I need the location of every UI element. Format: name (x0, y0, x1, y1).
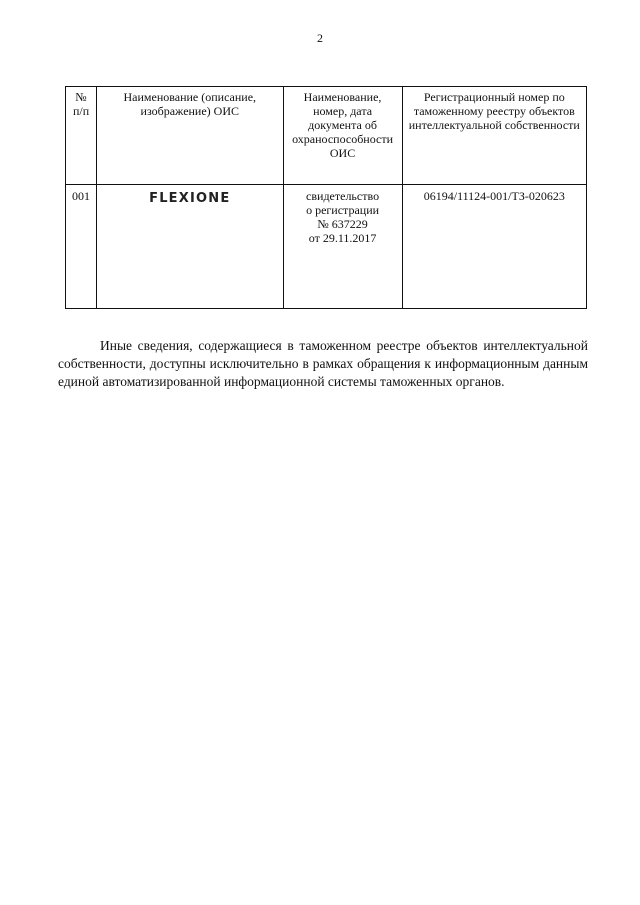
flexione-logo: FLEXIONE (149, 191, 231, 206)
page-number: 2 (317, 31, 323, 45)
header-name: Наименование (описание, изображение) ОИС (97, 87, 283, 185)
table-row (66, 185, 587, 309)
row-number: 001 (66, 185, 97, 309)
header-document: Наименование, номер, дата документа об охраноспособности ОИС (283, 87, 402, 185)
header-number: № п/п (66, 87, 97, 185)
document-line: № 637229 (317, 217, 368, 231)
table-header-row (66, 87, 587, 185)
trademark-image (97, 185, 283, 309)
info-paragraph: Иные сведения, содержащиеся в таможенном реестре объектов интеллектуальной собственности, доступны исключительно в рамках обращения к информационным данным единой автоматизированной информационной системы таможенных органов. (58, 337, 588, 389)
document-line: от 29.11.2017 (308, 231, 377, 245)
reg-number: 06194/11124-001/ТЗ-020623 (402, 185, 586, 309)
document-line: свидетельство (306, 189, 380, 203)
document-line: о регистрации (306, 203, 380, 217)
header-reg-number: Регистрационный номер по таможенному реестру объектов интеллектуальной собственности (402, 87, 586, 185)
document-info (283, 185, 402, 309)
registry-table (65, 86, 587, 309)
